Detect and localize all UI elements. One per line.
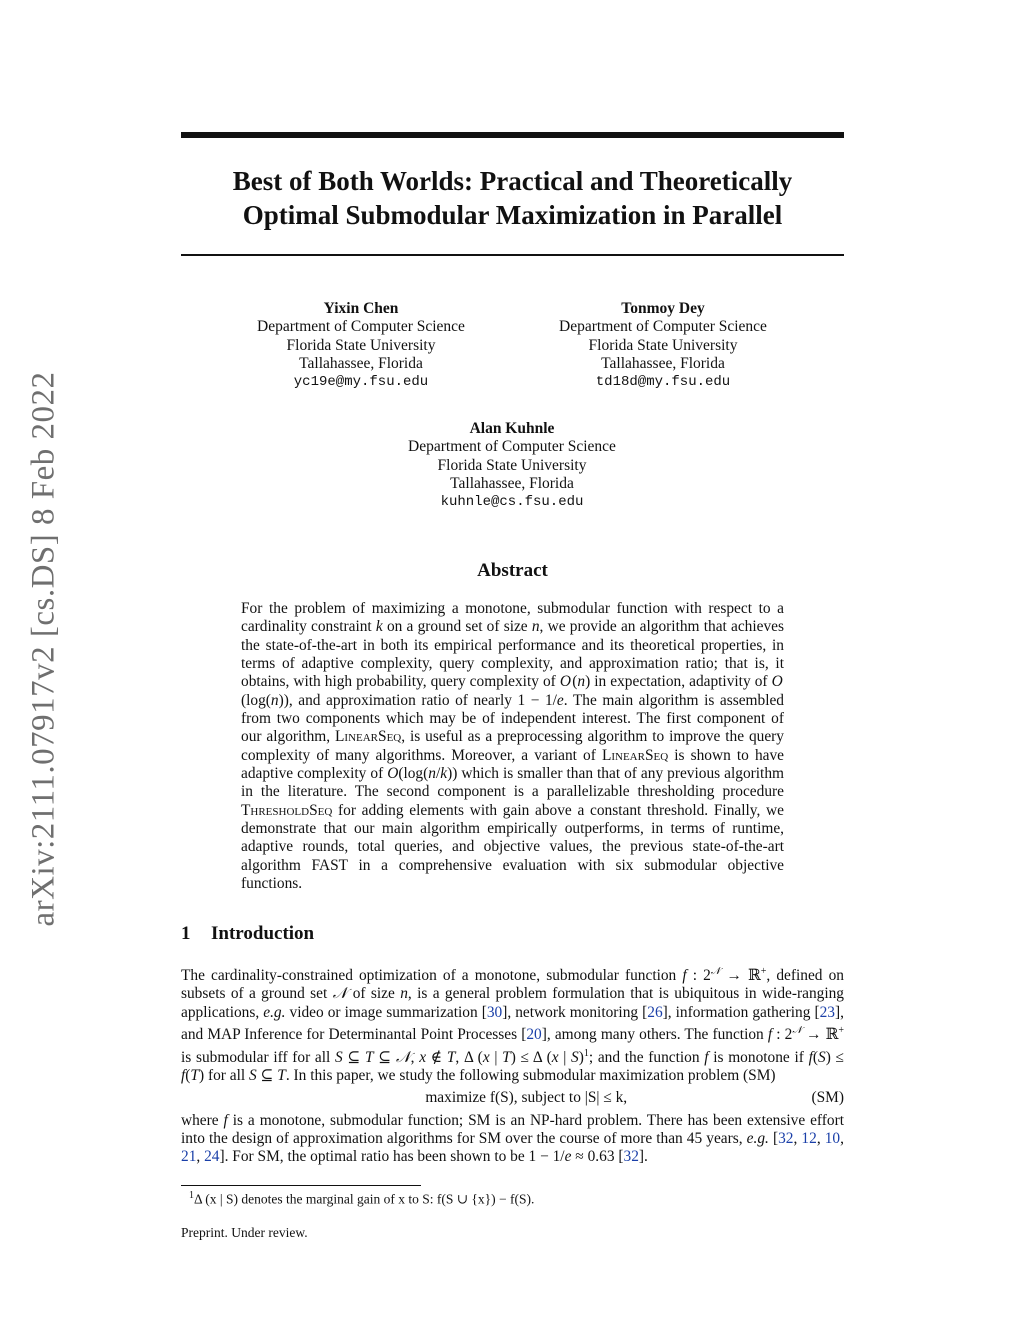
author-dept: Department of Computer Science [559, 318, 767, 336]
footnote-text: Δ (x | S) denotes the marginal gain of x to S: f(S ∪ {x}) − f(S). [194, 1191, 535, 1207]
equation-tag: (SM) [811, 1089, 844, 1107]
title-line-1: Best of Both Worlds: Practical and Theoretically [232, 166, 793, 196]
author-name: Tonmoy Dey [621, 300, 705, 317]
abstract-heading: Abstract [477, 560, 548, 581]
author-email[interactable]: kuhnle@cs.fsu.edu [440, 494, 584, 511]
section-heading [181, 923, 314, 945]
author-univ: Florida State University [588, 336, 738, 354]
author-univ: Florida State University [286, 336, 436, 354]
author-city: Tallahassee, Florida [450, 474, 574, 492]
intro-paragraph: The cardinality-constrained optimization of a monotone, submodular function f : $2^𝒩$ → ℝ+, defined on subsets of a ground set 𝒩 of size n, is a general problem formulation that is ubiquitous in wide-ranging applications, e.g. video or image summarization [30], network monitoring [26], information gathering [23], and MAP Inference for Determinantal Point Processes [20], among many others. The function f : $2^𝒩$ → ℝ+ is submodular iff for all S ⊆ T ⊆ 𝒩, x ∉ T, Δ (x | T) ≤ Δ (x | S)$^1$; and the function f is monotone if f(S) ≤ f(T) for all S ⊆ T. In this paper, we study the following submodular maximization problem (SM) [181, 966, 844, 1085]
section-title: Introduction [211, 923, 315, 944]
author-block-1 [196, 300, 526, 391]
title-top-rule [181, 132, 844, 138]
author-dept: Department of Computer Science [257, 318, 465, 336]
footnote [189, 1190, 534, 1208]
introduction-body [181, 963, 844, 1167]
abstract-text: For the problem of maximizing a monotone, submodular function with respect to a cardinality constraint k on a ground set of size n, we provide an algorithm that achieves the state-of-the-art in both its empirical performance and its theoretical properties, in terms of adaptive complexity, query complexity, and approximation ratio; that is, it obtains, with high probability, query complexity of O (n) in expectation, adaptivity of O (log(n)), and approximation ratio of nearly 1 − 1/e. The main algorithm is assembled from two components which may be of independent interest. The first component of our algorithm, LinearSeq, is useful as a preprocessing algorithm to improve the query complexity of many algorithms. Moreover, a variant of LinearSeq is shown to have adaptive complexity of O(log(n/k)) which is smaller than that of any previous algorithm in the literature. The second component is a parallelizable thresholding procedure ThresholdSeq for adding elements with gain above a constant threshold. Finally, we demonstrate that our main algorithm empirically outperforms, in terms of runtime, adaptive rounds, total queries, and objective values, the previous state-of-the-art algorithm FAST in a comprehensive evaluation with six submodular objective functions. [241, 600, 785, 893]
footer-note: Preprint. Under review. [181, 1225, 308, 1240]
author-block-2 [498, 300, 828, 391]
author-city: Tallahassee, Florida [601, 354, 725, 372]
footnote-mark: 1 [189, 1190, 194, 1201]
author-block-3 [347, 420, 677, 511]
arxiv-identifier: arXiv:2111.07917v2 [cs.DS] 8 Feb 2022 [25, 371, 62, 927]
author-name: Alan Kuhnle [469, 420, 555, 437]
footnote-rule [181, 1185, 421, 1186]
paper-title [181, 164, 844, 232]
title-bottom-rule [181, 254, 844, 256]
author-email[interactable]: td18d@my.fsu.edu [595, 374, 731, 391]
intro-paragraph: where f is a monotone, submodular function; SM is an NP-hard problem. There has been extensive effort into the design of approximation algorithms for SM over the course of more than 45 years, e.g. [32, 12, 10, 21, 24]. For SM, the optimal ratio has been shown to be 1 − 1/e ≈ 0.63 [32]. [181, 1111, 844, 1166]
section-number: 1 [181, 923, 191, 944]
author-name: Yixin Chen [323, 300, 399, 317]
author-city: Tallahassee, Florida [299, 354, 423, 372]
author-univ: Florida State University [437, 456, 587, 474]
author-dept: Department of Computer Science [408, 438, 616, 456]
title-line-2: Optimal Submodular Maximization in Parallel [242, 200, 783, 230]
author-email[interactable]: yc19e@my.fsu.edu [293, 374, 429, 391]
equation-sm [181, 1089, 844, 1107]
equation-body: maximize f(S), subject to |S| ≤ k, [425, 1089, 628, 1107]
